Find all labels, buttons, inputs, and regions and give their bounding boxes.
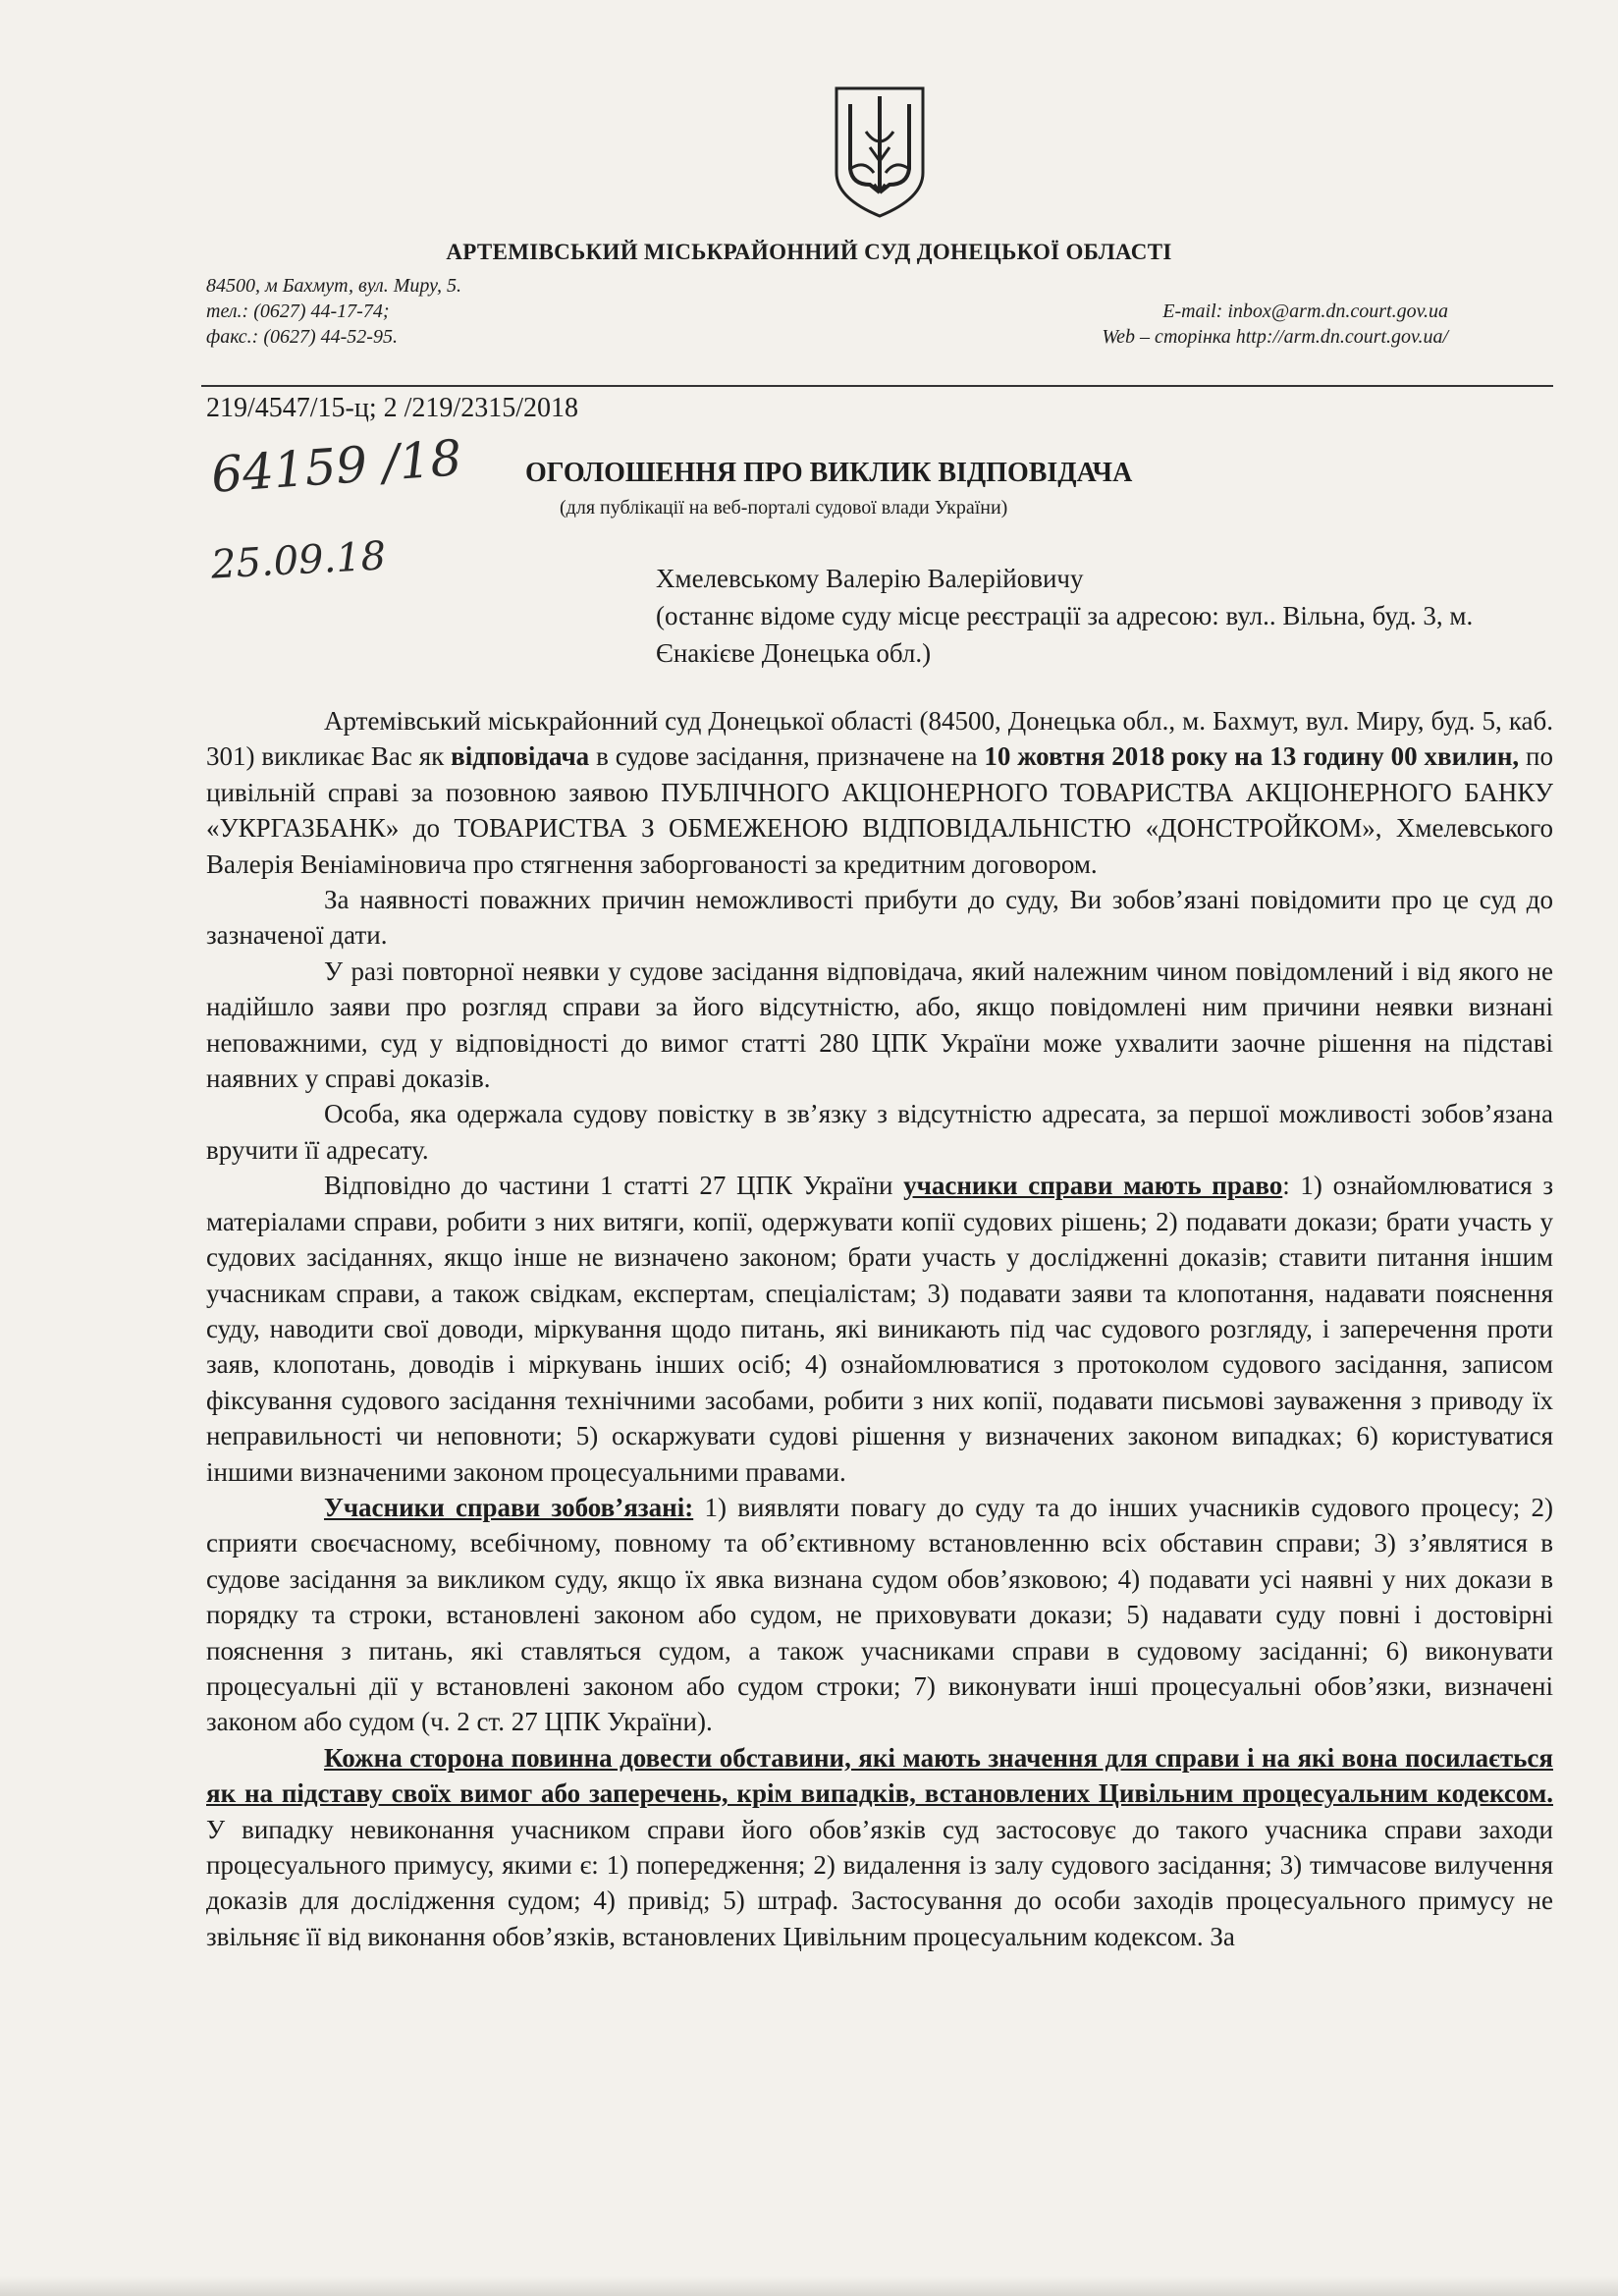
handwritten-date: 25.09.18 [209, 533, 388, 588]
court-contacts [206, 273, 1448, 350]
court-address: 84500, м Бахмут, вул. Миру, 5. [206, 275, 462, 297]
hearing-datetime: 10 жовтня 2018 року на 13 годину 00 хвилин, [984, 741, 1520, 772]
court-phone: тел.: (0627) 44-17-74; [206, 301, 390, 322]
paragraph-participant-rights: Відповідно до частини 1 статті 27 ЦПК України учасники справи мають право: 1) ознайомлюватися з матеріалами справи, робити з них витяги, копії, одержувати копії судових рішень; 2) подавати докази; брати участь у судових засіданнях, якщо інше не визначено законом; брати участь у дослідженні доказів; ставити питання іншим учасникам справи, а також свідкам, експертам, спеціалістам; 3) подавати заяви та клопотання, надавати пояснення суду, наводити свої доводи, міркування щодо питань, які виникають під час судового розгляду, і заперечення проти заяв, клопотань, доводів і міркувань інших осіб; 4) ознайомлюватися з протоколом судового засідання, записом фіксування судового засідання технічними засобами, робити з них копії, подавати письмові зауваження з приводу їх неправильності чи неповноти; 5) оскаржувати судові рішення у визначених законом випадках; 6) користуватися іншими визначеними законом процесуальними правами. [206, 1171, 1553, 1487]
addressee-block [656, 560, 1554, 672]
addressee-address: (останнє відоме суду місце реєстрації за адресою: вул.. Вільна, буд. 3, м. Єнакієве Донецька обл.) [656, 601, 1474, 668]
notice-body [206, 703, 1553, 1954]
trident-emblem-icon [830, 82, 930, 220]
handwritten-registration-number: 64159 /18 [209, 429, 464, 504]
scan-edge [0, 2276, 1618, 2296]
paragraph-burden-of-proof: Кожна сторона повинна довести обставини, які мають значення для справи і на які вона посилається як на підставу своїх вимог або заперечень, крім випадків, встановлених Цивільним процесуальним кодексом. У випадку невиконання учасником справи його обов’язків суд застосовує до такого учасника справи заходи процесуального примусу, якими є: 1) попередження; 2) видалення із залу судового засідання; 3) тимчасове вилучення доказів для дослідження судом; 4) привід; 5) штраф. Застосування до особи заходів процесуального примусу не звільняє її від виконання обов’язків, встановлених Цивільним процесуальним кодексом. За [206, 1742, 1553, 1951]
burden-of-proof-heading: Кожна сторона повинна довести обставини, які мають значення для справи і на які вона посилається як на підставу своїх вимог або заперечень, крім випадків, встановлених Цивільним процесуальним кодексом. [206, 1742, 1553, 1809]
addressee-name: Хмелевському Валерію Валерійовичу [656, 564, 1084, 593]
court-fax: факс.: (0627) 44-52-95. [206, 326, 398, 348]
paragraph-default-judgment: У разі повторної неявки у судове засідання відповідача, який належним чином повідомлений і від якого не надійшло заяви про розгляд справи за його відсутністю, або, якщо повідомлені ним причини неявки визнані неповажними, суд у відповідності до вимог статті 280 ЦПК України може ухвалити заочне рішення на підставі наявних у справі доказів. [206, 956, 1553, 1094]
court-web: Web – сторінка http://arm.dn.court.gov.ua/ [1102, 326, 1448, 348]
notice-subtitle: (для публікації на веб-порталі судової влади України) [560, 497, 1008, 519]
header-divider [201, 385, 1553, 387]
court-name: АРТЕМІВСЬКИЙ МІСЬКРАЙОННИЙ СУД ДОНЕЦЬКОЇ ОБЛАСТІ [446, 240, 1172, 264]
role-highlight: відповідача [451, 741, 590, 772]
notice-title: ОГОЛОШЕННЯ ПРО ВИКЛИК ВІДПОВІДАЧА [525, 458, 1133, 488]
paragraph-summons: Артемівський міськрайонний суд Донецької області (84500, Донецька обл., м. Бахмут, вул. Миру, буд. 5, каб. 301) викликає Вас як відповідача в судове засідання, призначене на 10 жовтня 2018 року на 13 годину 00 хвилин, по цивільній справі за позовною заявою ПУБЛІЧНОГО АКЦІОНЕРНОГО ТОВАРИСТВА АКЦІОНЕРНОГО БАНКУ «УКРГАЗБАНК» до ТОВАРИСТВА З ОБМЕЖЕНОЮ ВІДПОВІДАЛЬНІСТЮ «ДОНСТРОЙКОМ», Хмелевського Валерія Веніаміновича про стягнення заборгованості за кредитним договором. [206, 706, 1554, 879]
paragraph-summons-delivery: Особа, яка одержала судову повістку в зв’язку з відсутністю адресата, за першої можливості зобов’язана вручити її адресату. [206, 1099, 1553, 1165]
case-number: 219/4547/15-ц; 2 /219/2315/2018 [206, 393, 578, 423]
paragraph-notify-court: За наявності поважних причин неможливості прибути до суду, Ви зобов’язані повідомити про це суд до зазначеної дати. [206, 885, 1553, 951]
paragraph-participant-duties: Учасники справи зобов’язані: 1) виявляти повагу до суду та до інших учасників судового процесу; 2) сприяти своєчасному, всебічному, повному та об’єктивному встановленню всіх обставин справи; 3) з’являтися в судове засідання за викликом суду, якщо їх явка визнана судом обов’язковою; 4) подавати усі наявні у них докази в порядку та строки, встановлені законом або судом, не приховувати докази; 5) надавати суду повні і достовірні пояснення з питань, які ставляться судом, а також учасниками справи в судовому засіданні; 6) виконувати процесуальні дії у встановлені законом або судом строки; 7) виконувати інші процесуальні обов’язки, визначені законом або судом (ч. 2 ст. 27 ЦПК України). [206, 1492, 1553, 1737]
rights-heading: учасники справи мають право [903, 1171, 1283, 1201]
duties-heading: Учасники справи зобов’язані: [324, 1492, 694, 1522]
court-email: E-mail: inbox@arm.dn.court.gov.ua [1162, 301, 1448, 322]
